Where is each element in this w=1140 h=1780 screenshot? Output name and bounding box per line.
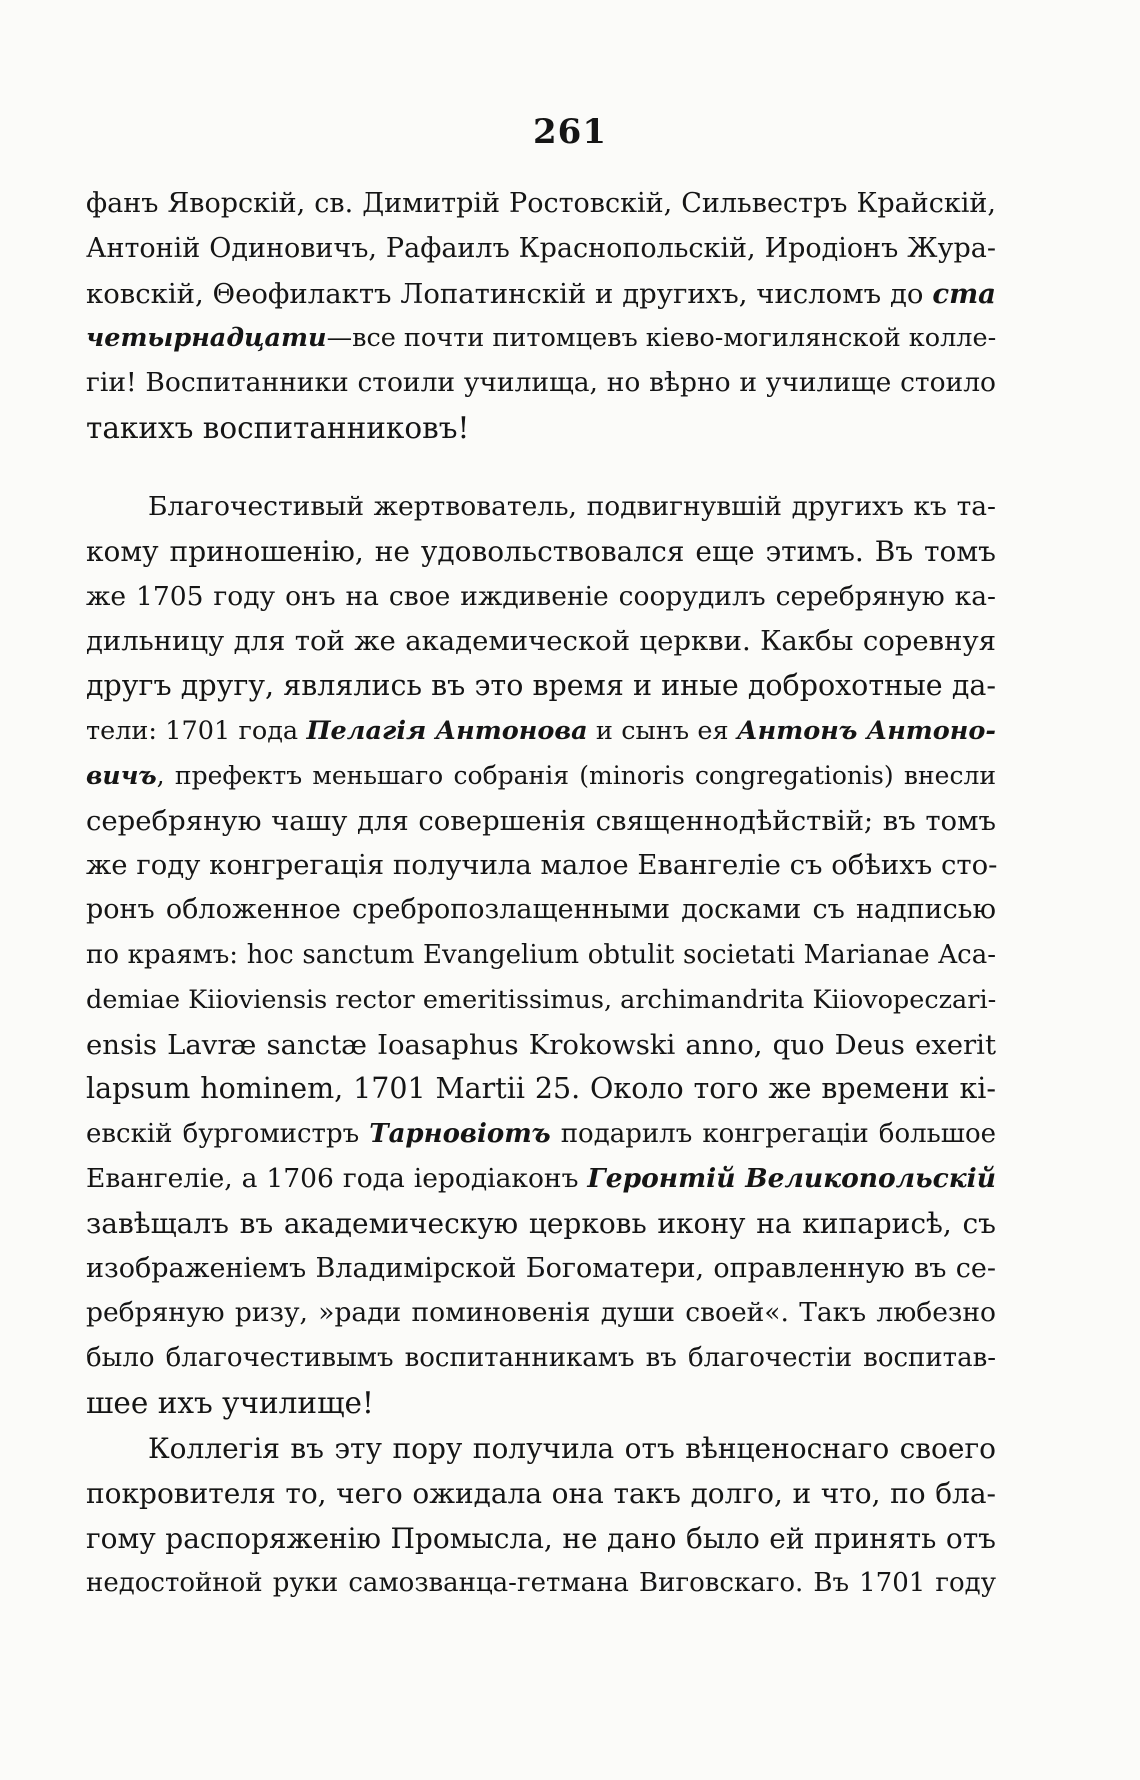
text-line: кому приношенію, не удовольствовался еще этимъ. Въ томъ — [86, 534, 996, 568]
text-line: Антоній Одиновичъ, Рафаилъ Краснопольскій, Иродіонъ Жура- — [86, 232, 996, 264]
text-line: demiae Kiioviensis rector emeritissimus, archimandrita Kiiovopeczari- — [86, 984, 997, 1015]
paragraph-2 — [86, 485, 996, 1426]
text-line: другъ другу, являлись въ это время и иные доброхотные да- — [86, 669, 996, 703]
text-line: Коллегія въ эту пору получила отъ вѣнценоснаго своего — [148, 1432, 996, 1465]
text-line: ребряную ризу, »ради поминовенія души своей«. Такъ любезно — [86, 1297, 996, 1329]
text-line: было благочестивымъ воспитанникамъ въ благочестіи воспитав- — [86, 1343, 996, 1374]
text-line: Благочестивый жертвователь, подвигнувшій другихъ къ та- — [148, 491, 996, 522]
text-line: ронъ обложенное сребропозлащенными досками съ надписью — [86, 894, 996, 926]
text-line: шее ихъ училище! — [86, 1385, 374, 1420]
text-line: вичъ, префектъ меньшаго собранія (minoris congregationis) внесли — [86, 760, 996, 790]
page-number: 261 — [533, 112, 607, 152]
text-line: такихъ воспитанниковъ! — [86, 410, 470, 445]
text-line: серебряную чашу для совершенія священнодѣйствій; въ томъ — [86, 804, 996, 837]
text-line: недостойной руки самозванца-гетмана Виговскаго. Въ 1701 году — [86, 1568, 996, 1599]
text-line: изображеніемъ Владимірской Богоматери, оправленную въ се- — [86, 1252, 996, 1284]
text-line: по краямъ: hoc sanctum Evangelium obtulit societati Marianae Aca- — [86, 939, 996, 970]
paragraph-3 — [86, 1427, 996, 1606]
text-line: фанъ Яворскій, св. Димитрій Ростовскій, Сильвестръ Крайскій, — [86, 188, 996, 219]
text-line: евскій бургомистръ Тарновіотъ подарилъ конгрегаціи большое — [86, 1119, 996, 1150]
text-line: гіи! Воспитанники стоили училища, но вѣрно и училище стоило — [86, 367, 996, 399]
text-line: гому распоряженію Промысла, не дано было ей принять отъ — [86, 1521, 996, 1555]
text-line: тели: 1701 года Пелагія Антонова и сынъ ея Антонъ Антоно- — [86, 715, 996, 746]
text-line: покровителя то, чего ожидала она такъ долго, и что, по бла- — [86, 1476, 996, 1510]
text-line: же 1705 году онъ на свое иждивеніе соорудилъ серебряную ка- — [86, 580, 996, 612]
text-line: дильницу для той же академической церкви. Какбы соревнуя — [86, 625, 996, 658]
text-line: Евангеліе, а 1706 года іеродіаконъ Геронтій Великопольскій — [86, 1162, 996, 1194]
paragraph-1 — [86, 182, 996, 451]
text-line: ensis Lavræ sanctæ Ioasaphus Krokowski anno, quo Deus exerit — [86, 1028, 996, 1061]
text-line: lapsum hominem, 1701 Martii 25. Около того же времени кі- — [86, 1072, 996, 1106]
text-line: ковскій, Θеофилактъ Лопатинскій и другихъ, числомъ до ста — [86, 277, 996, 310]
text-line: завѣщалъ въ академическую церковь икону на кипарисѣ, съ — [86, 1206, 996, 1240]
text-line: же году конгрегація получила малое Евангеліе съ обѣихъ сто- — [86, 849, 998, 882]
text-line: четырнадцати—все почти питомцевъ кіево-могилянской колле- — [86, 323, 997, 354]
